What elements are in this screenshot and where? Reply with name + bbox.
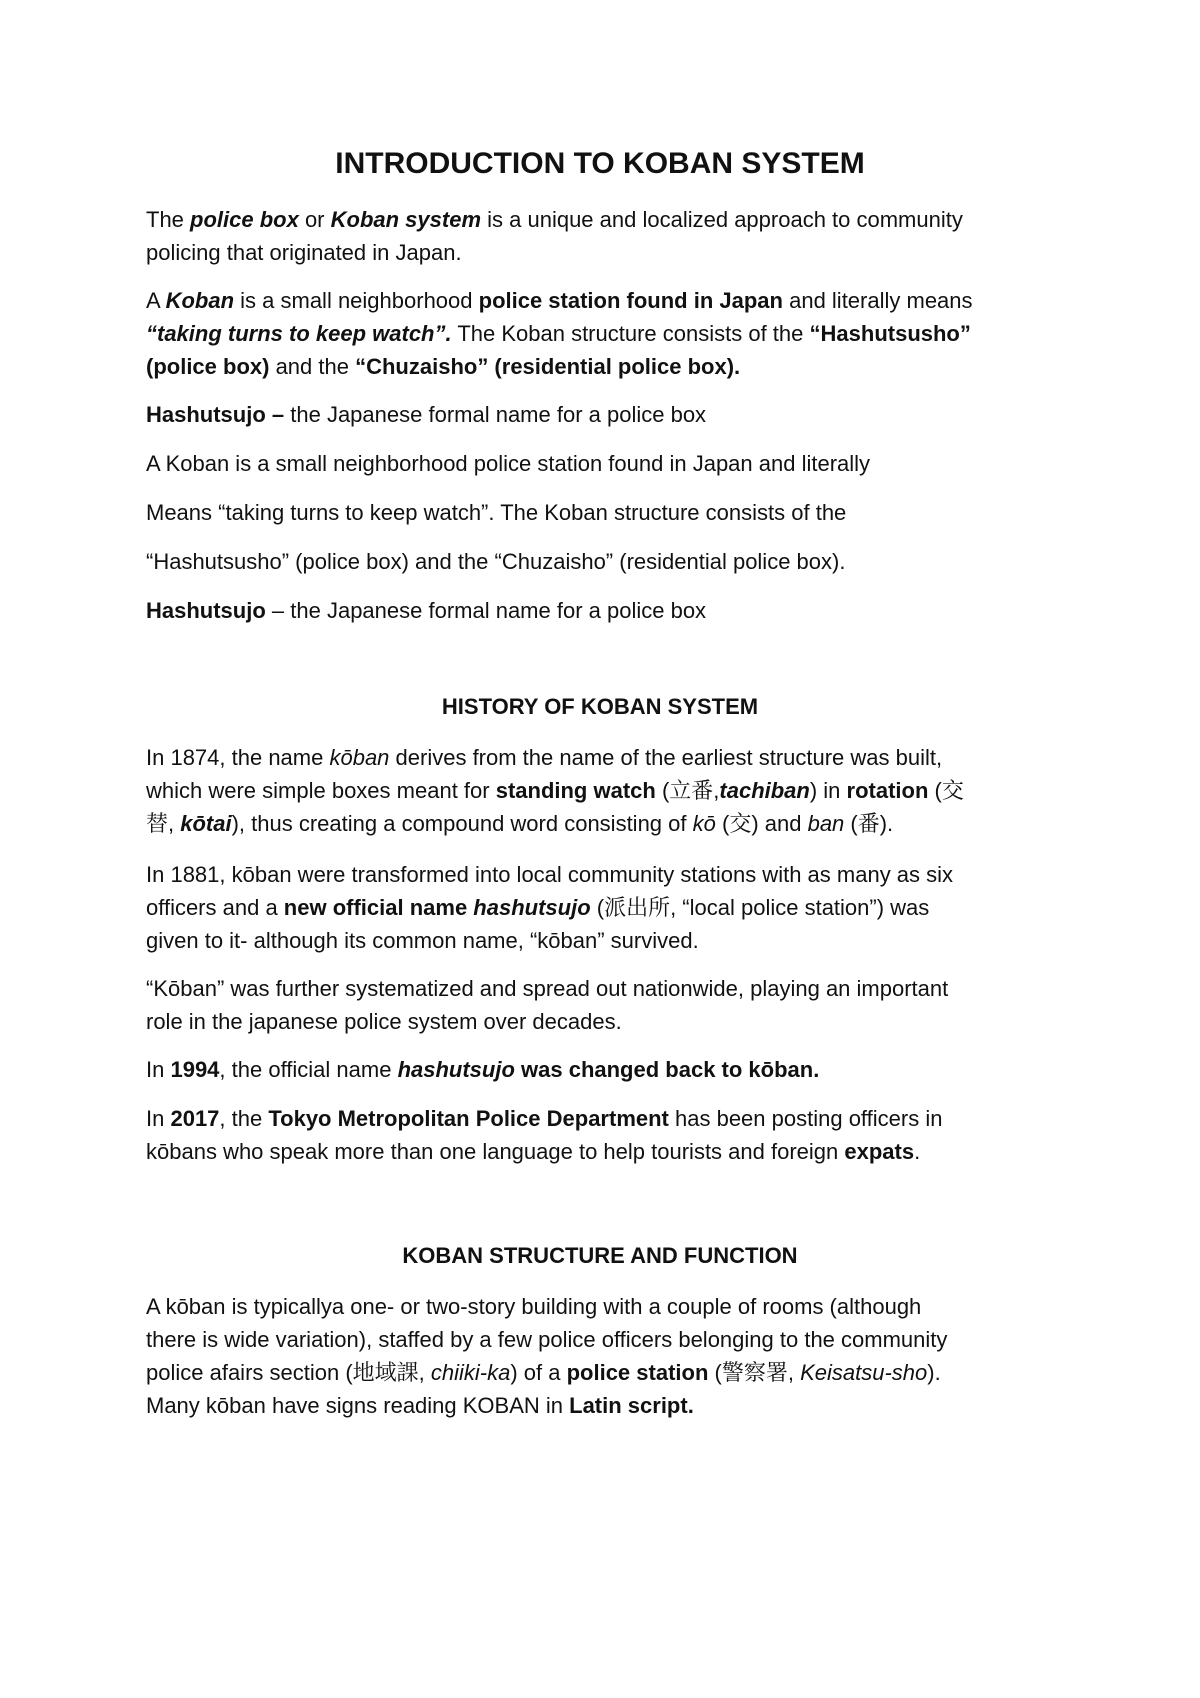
text-run: Many kōban have signs reading KOBAN in	[146, 1393, 570, 1418]
emphasis-hashutsujo: hashutsujo	[397, 1057, 515, 1082]
emphasis-koban-system: Koban system	[330, 207, 482, 232]
emphasis-1994: 1994	[170, 1057, 220, 1082]
intro-paragraph-4	[146, 447, 1066, 480]
text-run: has been posting officers in	[668, 1106, 943, 1131]
text-run: (派出所, “local police station”) was	[590, 895, 930, 920]
text-run: A	[146, 288, 166, 313]
text-run: Means “taking turns to keep watch”. The Koban structure consists of the	[146, 500, 847, 525]
text-run: , the	[219, 1106, 269, 1131]
emphasis-rotation: rotation	[846, 778, 929, 803]
intro-paragraph-5	[146, 496, 1066, 529]
emphasis-latin-script: Latin script.	[569, 1393, 694, 1418]
intro-paragraph-6	[146, 545, 1066, 578]
history-paragraph-5	[146, 1102, 1066, 1168]
emphasis-kotai: kōtai	[180, 811, 232, 836]
text-run: is a small neighborhood	[234, 288, 479, 313]
emphasis-keisatsu-sho: Keisatsu-sho	[800, 1360, 928, 1385]
text-run: or	[298, 207, 331, 232]
emphasis-changed-back: was changed back to kōban.	[514, 1057, 820, 1082]
text-run: ), thus creating a compound word consisting of	[231, 811, 693, 836]
emphasis-police-station-japan: police station found in Japan	[478, 288, 783, 313]
intro-paragraph-2	[146, 284, 1066, 383]
text-run: and literally means	[782, 288, 973, 313]
text-run: derives from the name of the earliest structure was built,	[389, 745, 943, 770]
text-run: which were simple boxes meant for	[146, 778, 496, 803]
text-run: ) in	[809, 778, 847, 803]
emphasis-hashutsusho: “Hashutsusho”	[809, 321, 971, 346]
intro-paragraph-7	[146, 594, 1066, 627]
emphasis-police-box: (police box)	[146, 354, 270, 379]
text-run: and the	[269, 354, 356, 379]
intro-paragraph-3	[146, 398, 1066, 431]
emphasis-hashutsujo: hashutsujo	[473, 895, 591, 920]
history-paragraph-3	[146, 972, 1066, 1038]
emphasis-expats: expats	[844, 1139, 915, 1164]
text-run: ) of a	[510, 1360, 567, 1385]
text-run: there is wide variation), staffed by a few police officers belonging to the community	[146, 1327, 948, 1352]
emphasis-koban: Koban	[165, 288, 235, 313]
text-run: is a unique and localized approach to community	[481, 207, 963, 232]
emphasis-ban: ban	[807, 811, 845, 836]
text-run: given to it- although its common name, “kōban” survived.	[146, 928, 699, 953]
term-hashutsujo: Hashutsujo –	[146, 402, 285, 427]
emphasis-tokyo-mpd: Tokyo Metropolitan Police Department	[268, 1106, 669, 1131]
term-hashutsujo: Hashutsujo	[146, 598, 266, 623]
emphasis-new-official-name: new official name	[283, 895, 474, 920]
text-run: officers and a	[146, 895, 284, 920]
text-run: (警察署,	[708, 1360, 801, 1385]
history-paragraph-4	[146, 1053, 1066, 1086]
text-run: A Koban is a small neighborhood police station found in Japan and literally	[146, 451, 871, 476]
emphasis-police-station: police station	[566, 1360, 709, 1385]
history-paragraph-1	[146, 741, 1066, 840]
text-run: (番).	[844, 811, 894, 836]
text-run: the Japanese formal name for a police box	[284, 402, 707, 427]
emphasis-police-box: police box	[190, 207, 299, 232]
emphasis-chiiki-ka: chiiki-ka	[430, 1360, 511, 1385]
text-run: In 1874, the name	[146, 745, 330, 770]
emphasis-ko: kō	[692, 811, 716, 836]
text-run: In	[146, 1057, 171, 1082]
emphasis-tachiban: tachiban	[719, 778, 810, 803]
text-run: 替,	[146, 811, 181, 836]
emphasis-chuzaisho: “Chuzaisho” (residential police box).	[355, 354, 741, 379]
text-run: The Koban structure consists of the	[451, 321, 810, 346]
text-run: kōbans who speak more than one language to help tourists and foreign	[146, 1139, 845, 1164]
text-run: , the official name	[219, 1057, 398, 1082]
document-title: INTRODUCTION TO KOBAN SYSTEM	[335, 147, 865, 180]
emphasis-koban: kōban	[329, 745, 390, 770]
emphasis-standing-watch: standing watch	[495, 778, 656, 803]
text-run: (交) and	[715, 811, 808, 836]
text-run: .	[914, 1139, 921, 1164]
text-run: “Hashutsusho” (police box) and the “Chuzaisho” (residential police box).	[146, 549, 846, 574]
intro-paragraph-1	[146, 203, 1066, 269]
text-run: “Kōban” was further systematized and spread out nationwide, playing an important	[146, 976, 949, 1001]
text-run: A kōban is typicallya one- or two-story building with a couple of rooms (although	[146, 1294, 922, 1319]
history-paragraph-2	[146, 858, 1066, 957]
text-run: In	[146, 1106, 171, 1131]
text-run: police afairs section (地域課,	[146, 1360, 431, 1385]
emphasis-2017: 2017	[170, 1106, 220, 1131]
text-run: (立番,	[655, 778, 720, 803]
structure-heading: KOBAN STRUCTURE AND FUNCTION	[402, 1243, 798, 1268]
text-run: In 1881, kōban were transformed into local community stations with as many as six	[146, 862, 954, 887]
text-run: policing that originated in Japan.	[146, 240, 462, 265]
structure-paragraph-1	[146, 1290, 1066, 1422]
text-run: The	[146, 207, 191, 232]
emphasis-taking-turns: “taking turns to keep watch”.	[146, 321, 452, 346]
text-run: (交	[928, 778, 964, 803]
text-run: – the Japanese formal name for a police box	[265, 598, 707, 623]
text-run: role in the japanese police system over decades.	[146, 1009, 622, 1034]
history-heading: HISTORY OF KOBAN SYSTEM	[441, 694, 759, 719]
text-run: ).	[927, 1360, 941, 1385]
